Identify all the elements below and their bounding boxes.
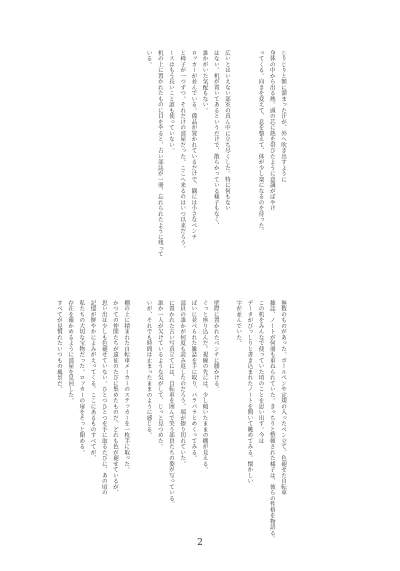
bottom-paragraph: 無数のものがあった。ボールペンや定規の入ったペン立て、色褪せた自転車 雑誌、ノートが何冊も重ねられていた。きっちりと整頓された様子は、彼らの性格を物語る。 この机をみんなで使っていた頃のことを思い出す。今は データがびっしりと書き込まれたノートを開いて眺めてみる。懐かしい 字が並んでいた。 壁際に置かれたベンチに腰かける。 ぐっと座り込んだ。視線の先には、少し傾いたままの棚が見える。 ばいに並べられた雑誌を手に取り、パラパラとめくってみる。 部員の誰かが何度も読み返したのだろう、端が擦り切れていた。 に置かれた古い写真立てには、自転車を囲んで笑う部員たちの姿が写っている。 誰か一人が欠けているような気がして、じっと見つめた。 いが、それでも時間は止まったままのように感じる。 棚の上に積まれた自転車メーカーのステッカーを一枚手に取った。 かつての仲間たちが遠征のたびに集めたものだ。どれも色が褪せているが、 思い出は少しも色褪せていない。ひとつひとつを手に取るたびに、あの頃の 記憶が鮮やかによみがえってくる。ここにあるものすべてが、 私たちの大切な宝物だった。ロッカーの扉をそっと閉める。 存在を確かめるように部屋を見回した。 すべてが見慣れたいつもの風景だ。 xyxy=(55,300,286,542)
top-paragraph: じりじりと額に溜まった汗が、外へ吹き出すように 身体の中から出る熱。頭の芯に熱を帯びたように意識がぼやけ ってくる。向きを変えて、息を整えて、体が少し楽になるのを待った。 広いとはいえない部室の真ん中に立ち尽くした。特に何もない はない。机が置いてあるというだけで、散らかっている様子もなく、 誰かがいた気配もない。 ロッカーが並んでいる。備品が置かれているだけで、隅には小さなベンチ と椅子が一つずつ。それだけの部屋だった。ここへ来るのはいつ以来だろう。 ースはもう長いこと誰も使っていない。 机の上に置かれたものに目をやると、古い部誌が一冊、忘れられたように残って いる。 xyxy=(145,50,286,257)
page-number: 2 xyxy=(197,538,203,548)
